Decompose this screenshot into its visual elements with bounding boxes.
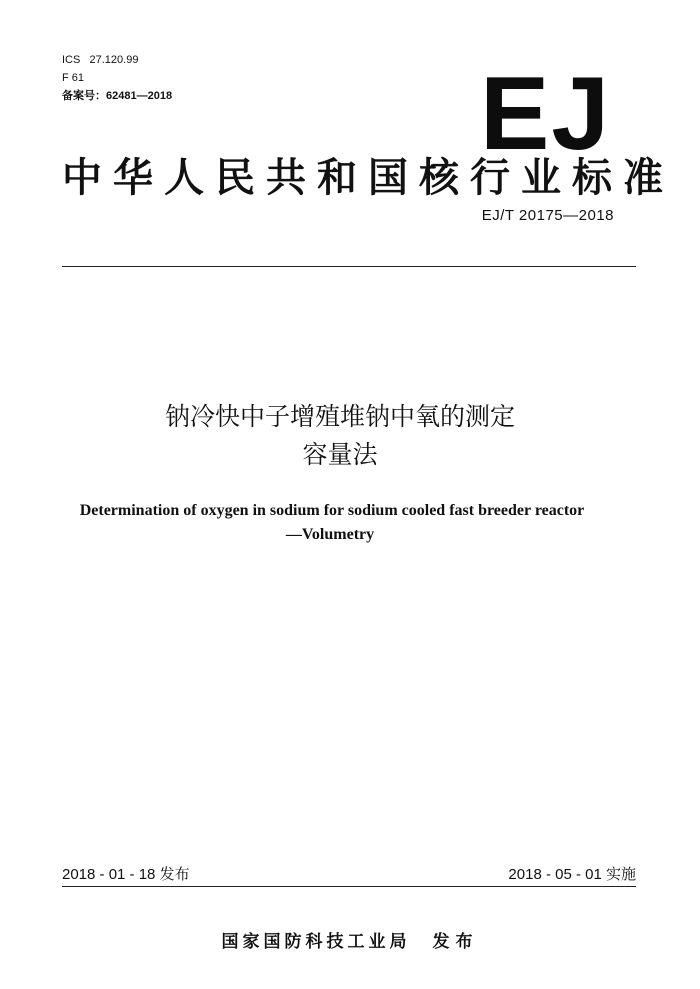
ics-code: ICS 27.120.99 xyxy=(62,54,139,66)
publisher-line xyxy=(0,931,700,953)
english-title-line-1: Determination of oxygen in sodium for sodium cooled fast breeder reactor xyxy=(79,502,585,519)
footer-divider xyxy=(62,886,636,887)
header-divider xyxy=(62,266,636,267)
publisher-action: 发布 xyxy=(432,932,479,952)
english-title-line-2: —Volumetry xyxy=(285,526,375,543)
implementation-date: 2018 - 05 - 01 实施 xyxy=(508,866,636,883)
ej-logo: EJ xyxy=(480,56,612,172)
ccs-code: F 61 xyxy=(62,72,85,84)
standard-category-title: 中华人民共和国核行业标准 xyxy=(62,155,674,201)
chinese-title-line-2: 容量法 xyxy=(302,440,378,469)
publisher-organization: 国家国防科技工业局 xyxy=(221,932,411,952)
record-number: 备案号：62481—2018 xyxy=(62,90,173,102)
standard-code: EJ/T 20175—2018 xyxy=(481,207,614,224)
issue-date: 2018 - 01 - 18 发布 xyxy=(62,866,190,883)
chinese-title-line-1: 钠冷快中子增殖堆钠中氧的测定 xyxy=(164,402,515,431)
